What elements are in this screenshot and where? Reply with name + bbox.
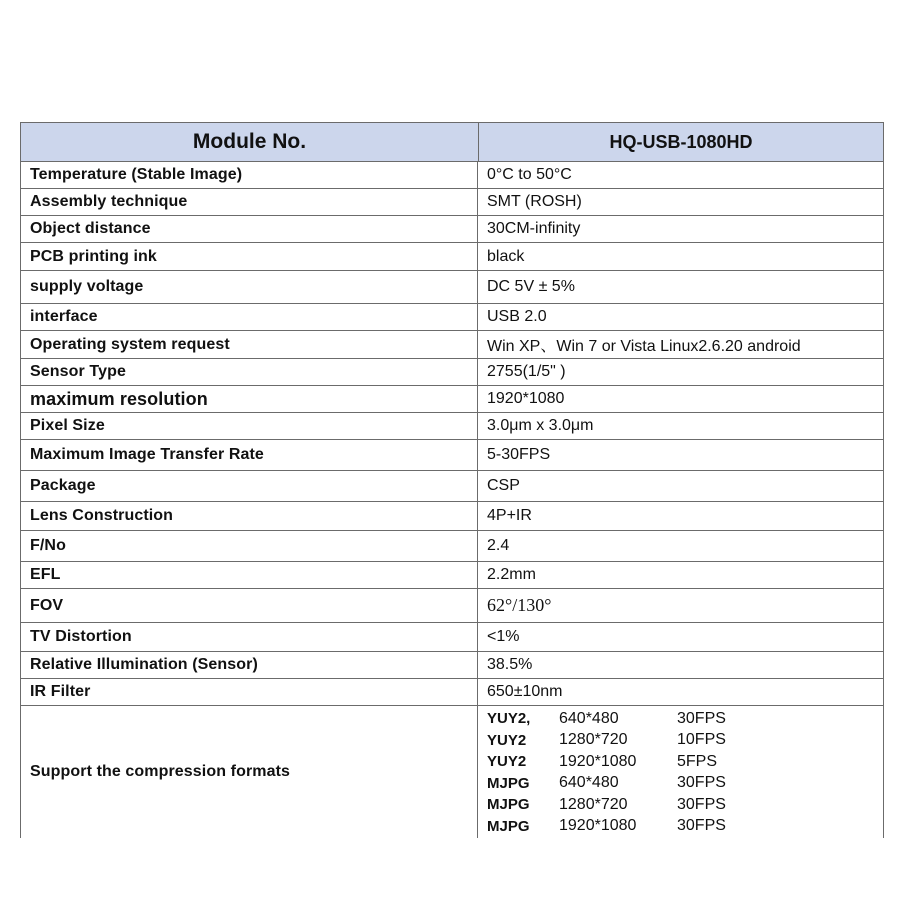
table-row (20, 413, 884, 440)
table-row (20, 304, 884, 331)
row-label: Sensor Type (21, 359, 478, 385)
row-label: Pixel Size (21, 413, 478, 439)
row-value: 0°C to 50°C (487, 166, 572, 183)
row-label: IR Filter (21, 679, 478, 705)
row-label: FOV (21, 589, 478, 622)
row-value: Win XP、Win 7 or Vista Linux2.6.20 android (487, 338, 801, 355)
row-value: 30CM-infinity (487, 220, 581, 237)
table-row (20, 331, 884, 359)
row-value: CSP (487, 477, 520, 494)
table-row (20, 386, 884, 413)
row-value: 5-30FPS (487, 446, 551, 463)
row-label: TV Distortion (21, 623, 478, 651)
row-value: 650±10nm (487, 683, 563, 700)
table-row (20, 589, 884, 623)
table-row (20, 679, 884, 706)
format-codec: MJPG (487, 817, 530, 835)
format-list (478, 706, 883, 838)
table-row (20, 189, 884, 216)
row-value: 4P+IR (487, 507, 532, 524)
row-label: Relative Illumination (Sensor) (21, 652, 478, 678)
row-label: supply voltage (21, 271, 478, 303)
row-label: Temperature (Stable Image) (21, 162, 478, 188)
list-item (487, 730, 883, 752)
list-item (487, 751, 883, 773)
format-resolution: 640*480 (559, 774, 619, 792)
row-value: USB 2.0 (487, 308, 547, 325)
header-module-label: Module No. (21, 123, 479, 161)
row-value: <1% (487, 628, 520, 645)
row-label: Lens Construction (21, 502, 478, 530)
table-row (20, 359, 884, 386)
row-value: 1920*1080 (487, 390, 565, 407)
format-resolution: 1920*1080 (559, 817, 637, 835)
format-resolution: 640*480 (559, 709, 619, 727)
format-codec: YUY2 (487, 753, 527, 771)
row-value: 62°/130° (487, 595, 552, 615)
format-fps: 30FPS (677, 709, 726, 727)
table-row (20, 471, 884, 502)
row-value: SMT (ROSH) (487, 193, 582, 210)
row-label: Support the compression formats (21, 706, 478, 838)
row-value: 2.2mm (487, 566, 536, 583)
format-resolution: 1280*720 (559, 731, 628, 749)
format-fps: 10FPS (677, 731, 726, 749)
row-label: Operating system request (21, 331, 478, 358)
table-row (20, 440, 884, 471)
format-resolution: 1920*1080 (559, 752, 637, 770)
row-label: Assembly technique (21, 189, 478, 215)
format-codec: MJPG (487, 774, 530, 792)
row-label: Package (21, 471, 478, 501)
row-label: interface (21, 304, 478, 330)
row-label: Maximum Image Transfer Rate (21, 440, 478, 470)
format-fps: 30FPS (677, 817, 726, 835)
table-row (20, 162, 884, 189)
row-value: 38.5% (487, 656, 533, 673)
table-row (20, 562, 884, 589)
table-row (20, 216, 884, 243)
format-fps: 30FPS (677, 774, 726, 792)
format-fps: 30FPS (677, 795, 726, 813)
table-row (20, 623, 884, 652)
table-row (20, 271, 884, 304)
list-item (487, 816, 883, 838)
row-value: black (487, 247, 525, 265)
table-row (20, 531, 884, 562)
row-value: 2755(1/5" ) (487, 363, 566, 380)
list-item (487, 708, 883, 730)
row-label: EFL (21, 562, 478, 588)
row-label: Object distance (21, 216, 478, 242)
table-header (20, 122, 884, 162)
row-label: F/No (21, 531, 478, 561)
row-label: PCB printing ink (21, 243, 478, 270)
table-row (20, 652, 884, 679)
row-value: DC 5V ± 5% (487, 278, 575, 295)
compression-formats-row (20, 706, 884, 838)
spec-table (20, 122, 884, 838)
format-codec: YUY2, (487, 710, 531, 728)
list-item (487, 794, 883, 816)
format-fps: 5FPS (677, 752, 718, 770)
table-row (20, 243, 884, 271)
format-codec: YUY2 (487, 731, 527, 749)
list-item (487, 773, 883, 795)
row-value: 2.4 (487, 537, 510, 554)
format-codec: MJPG (487, 796, 530, 814)
row-label: maximum resolution (21, 386, 478, 412)
format-resolution: 1280*720 (559, 795, 628, 813)
header-module-value: HQ-USB-1080HD (609, 131, 753, 152)
table-row (20, 502, 884, 531)
row-value: 3.0μm x 3.0μm (487, 417, 594, 434)
